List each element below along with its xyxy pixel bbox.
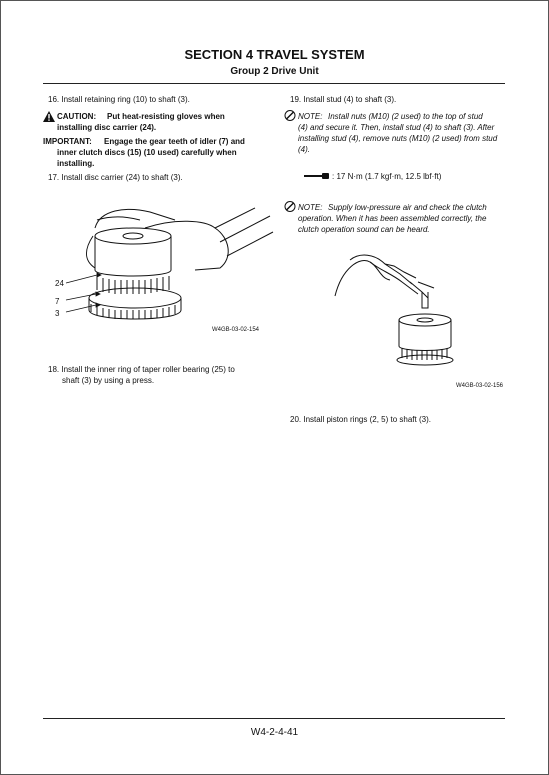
note-1-line-4: (4). xyxy=(298,145,310,154)
note-pencil-icon xyxy=(284,110,296,121)
torque-value: : 17 N·m (1.7 kgf·m, 12.5 lbf·ft) xyxy=(332,172,442,181)
note-2-line-1: Supply low-pressure air and check the clutch xyxy=(328,203,487,212)
figure-1-caption: W4GB-03-02-154 xyxy=(212,327,260,333)
step-20: 20. Install piston rings (2, 5) to shaft (3). xyxy=(290,415,431,424)
air-test-illustration xyxy=(330,248,470,378)
note-pencil-icon-2 xyxy=(284,201,296,212)
page-number: W4-2-4-41 xyxy=(250,727,299,738)
callout-24: 24 xyxy=(55,279,64,288)
note-1-line-2: (4) and secure it. Then, install stud (4) to shaft (3). After xyxy=(298,123,495,132)
note-1-label: NOTE: xyxy=(298,112,323,121)
group-title: Group 2 Drive Unit xyxy=(230,66,319,77)
caution-text: Put heat-resisting gloves when xyxy=(107,112,225,121)
note-2-line-3: clutch operation sound can be heard. xyxy=(298,225,430,234)
caution-label: CAUTION: xyxy=(57,112,97,121)
callout-leaders xyxy=(62,270,112,320)
step-18-line-2: shaft (3) by using a press. xyxy=(62,376,155,385)
step-16: 16. Install retaining ring (10) to shaft (3). xyxy=(48,95,190,104)
footer-rule xyxy=(43,718,505,719)
note-2-label: NOTE: xyxy=(298,203,323,212)
caution-icon xyxy=(43,111,55,122)
section-title: SECTION 4 TRAVEL SYSTEM xyxy=(184,47,365,62)
note-2-line-2: operation. When it has been assembled correctly, the xyxy=(298,214,487,223)
important-label: IMPORTANT: xyxy=(43,137,92,146)
important-text-2: inner clutch discs (15) (10 used) carefully when xyxy=(57,148,237,157)
important-text: Engage the gear teeth of idler (7) and xyxy=(104,137,245,146)
torque-wrench-icon xyxy=(304,172,330,180)
step-17: 17. Install disc carrier (24) to shaft (3). xyxy=(48,173,183,182)
note-1-line-3: installing stud (4), remove nuts (M10) (2 used) from stud xyxy=(298,134,498,143)
caution-text-2: installing disc carrier (24). xyxy=(57,123,157,132)
important-text-3: installing. xyxy=(57,159,95,168)
step-19: 19. Install stud (4) to shaft (3). xyxy=(290,95,397,104)
note-1-line-1: Install nuts (M10) (2 used) to the top of stud xyxy=(328,112,483,121)
figure-2-caption: W4GB-03-02-156 xyxy=(456,383,504,389)
step-18-line-1: 18. Install the inner ring of taper roller bearing (25) to xyxy=(48,365,235,374)
callout-3: 3 xyxy=(55,309,60,318)
header-rule xyxy=(43,83,505,84)
callout-7: 7 xyxy=(55,297,60,306)
